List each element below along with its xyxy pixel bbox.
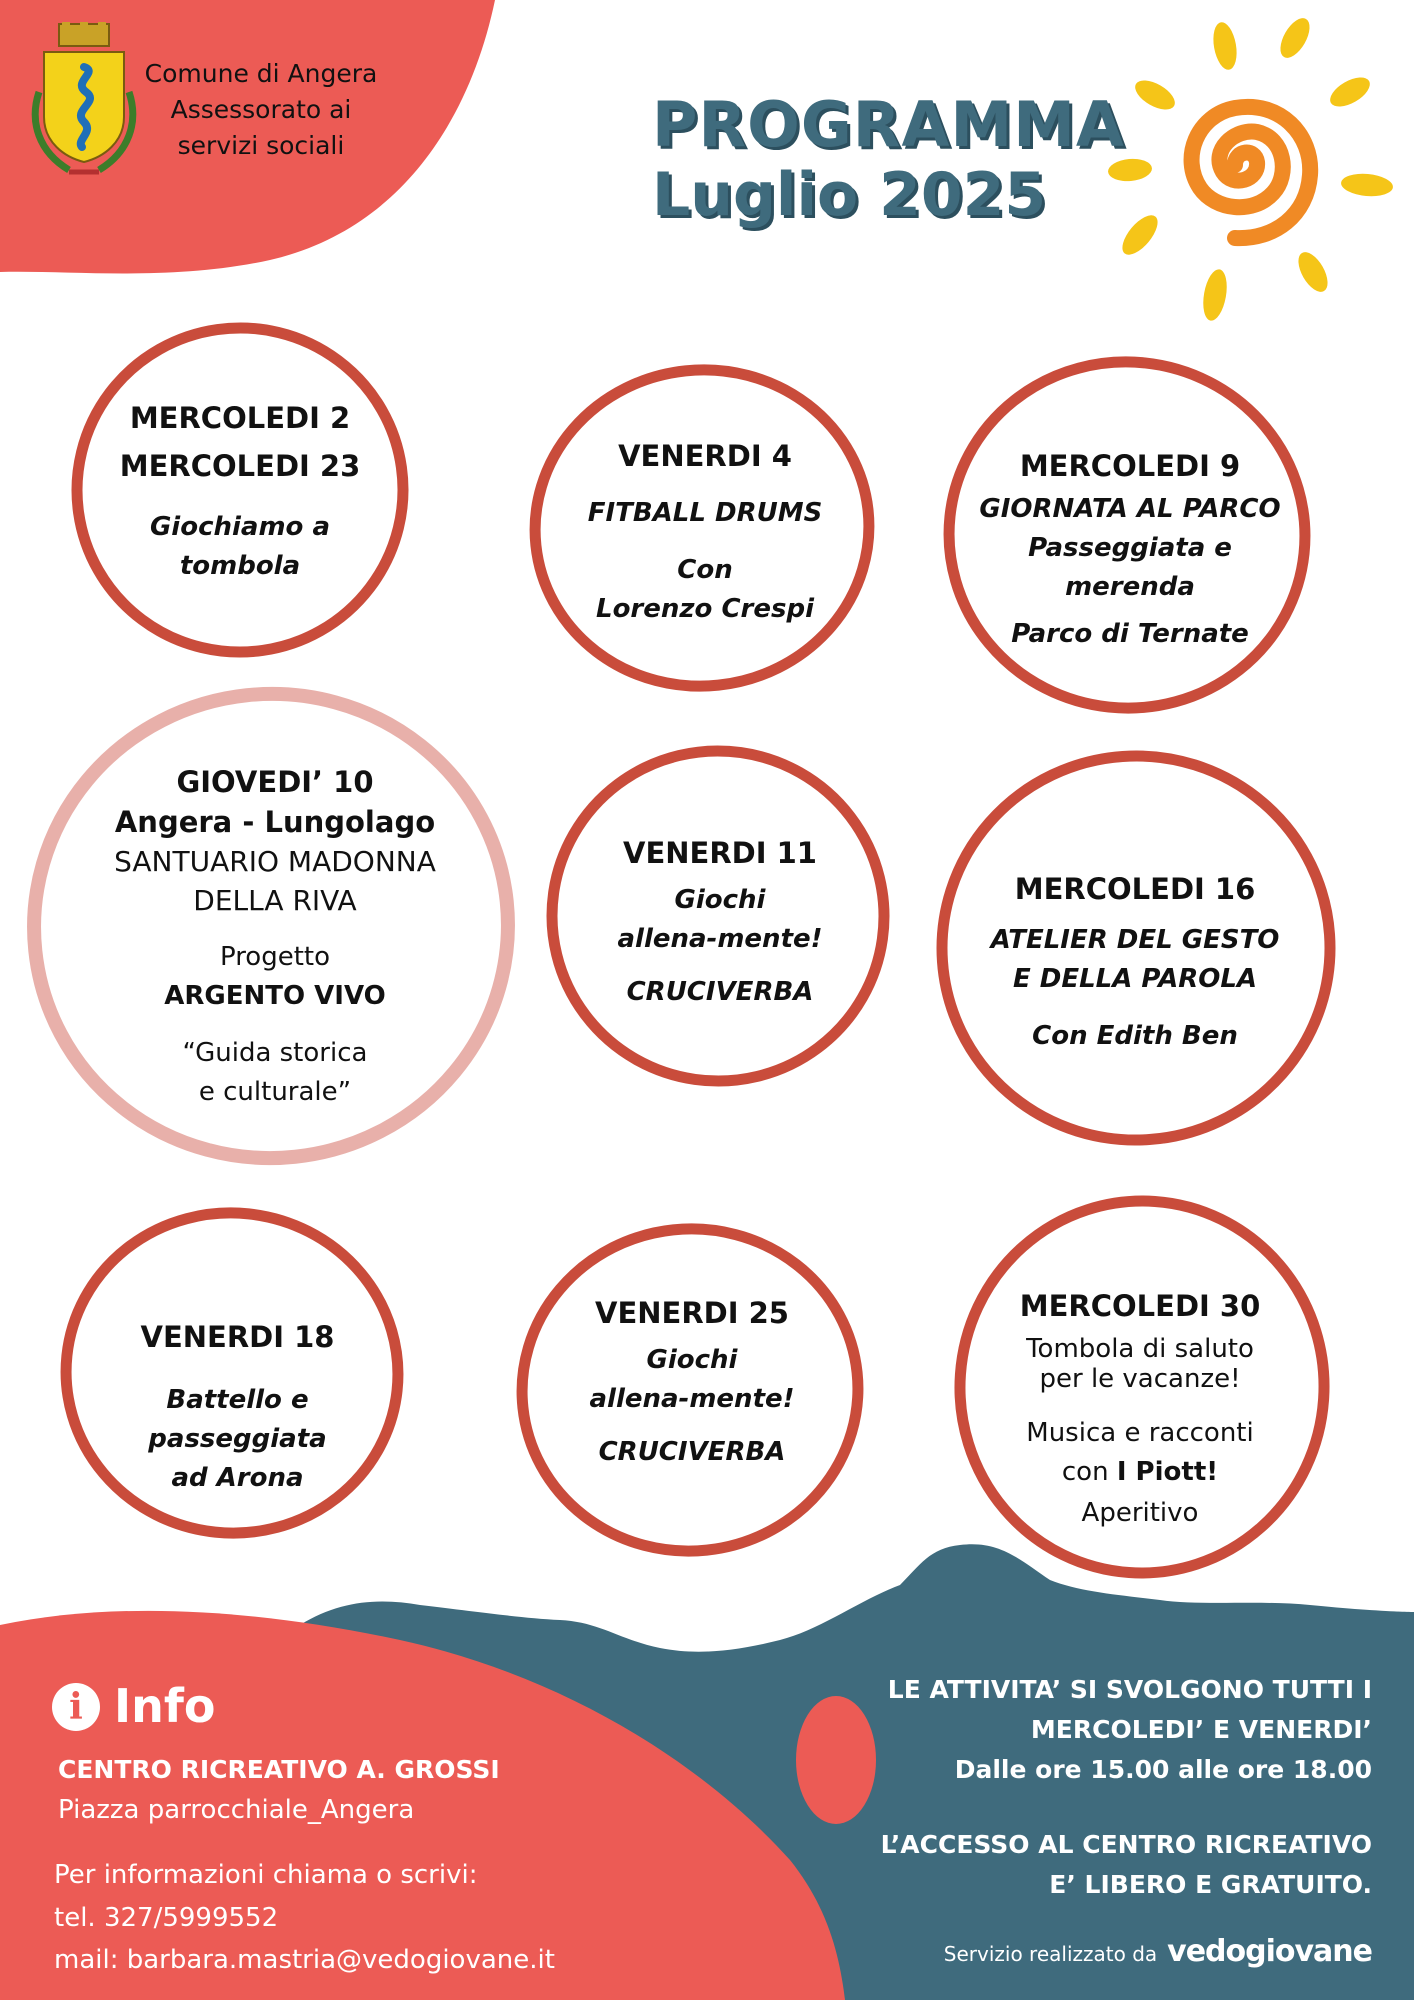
event-desc: allena-mente! [617, 923, 823, 954]
event-day: MERCOLEDI 23 [119, 449, 361, 483]
event-venerdi-25 [552, 1280, 832, 1480]
event-giovedi-10 [75, 752, 475, 1122]
event-desc: Con [677, 554, 733, 585]
event-day: MERCOLEDI 16 [1014, 871, 1256, 906]
org-line-2: Assessorato ai [170, 95, 352, 124]
event-desc: ad Arona [171, 1462, 304, 1493]
venue-name: CENTRO RICREATIVO A. GROSSI [58, 1755, 500, 1784]
event-desc: CRUCIVERBA [626, 976, 814, 1007]
contact-intro: Per informazioni chiama o scrivi: [54, 1860, 478, 1890]
event-desc: Giochi [646, 1344, 738, 1375]
notice-line: LE ATTIVITA’ SI SVOLGONO TUTTI I [887, 1675, 1372, 1704]
event-day: MERCOLEDI 2 [129, 401, 351, 435]
event-desc: CRUCIVERBA [598, 1436, 786, 1467]
venue-address: Piazza parrocchiale_Angera [58, 1795, 415, 1825]
event-project: ARGENTO VIVO [164, 981, 386, 1011]
event-desc: FITBALL DRUMS [587, 497, 823, 528]
event-day: MERCOLEDI 30 [1019, 1288, 1261, 1323]
event-venerdi-18 [100, 1305, 375, 1505]
event-desc: Aperitivo [1081, 1497, 1199, 1528]
event-desc: e culturale” [198, 1077, 352, 1107]
event-venerdi-4 [560, 410, 850, 650]
event-desc: Parco di Ternate [1011, 618, 1249, 649]
event-band: I Piott! [1116, 1456, 1219, 1487]
event-day: MERCOLEDI 9 [1019, 448, 1241, 483]
event-desc: Passeggiata e [1028, 532, 1232, 563]
event-day: GIOVEDI’ 10 [176, 765, 374, 799]
schedule-notice [812, 1670, 1372, 1790]
access-notice [812, 1825, 1372, 1905]
event-mercoledi-2-23 [100, 370, 380, 610]
org-line-3: servizi sociali [177, 131, 345, 160]
notice-line: L’ACCESSO AL CENTRO RICREATIVO [880, 1830, 1372, 1859]
event-desc: Lorenzo Crespi [596, 593, 814, 624]
event-desc: Tombola di saluto [1026, 1333, 1254, 1364]
event-desc: Giochiamo a [149, 512, 331, 542]
vedogiovane-logo: vedogiovane [1167, 1934, 1372, 1969]
event-desc: Giochi [674, 884, 766, 915]
event-desc: SANTUARIO MADONNA [114, 845, 436, 878]
event-desc: Con Edith Ben [1032, 1020, 1238, 1051]
title-month: Luglio 2025 [652, 160, 1047, 230]
event-mercoledi-9 [965, 435, 1295, 660]
event-desc: Progetto [219, 942, 331, 972]
event-desc: tombola [179, 551, 301, 581]
event-place: Angera - Lungolago [114, 805, 436, 839]
contact-email: mail: barbara.mastria@vedogiovane.it [54, 1945, 555, 1975]
contact-phone: tel. 327/5999552 [54, 1903, 279, 1933]
event-mercoledi-30 [985, 1262, 1295, 1552]
event-desc: merenda [1065, 571, 1195, 602]
title-programma: PROGRAMMA [652, 88, 1125, 161]
notice-line: E’ LIBERO E GRATUITO. [1049, 1870, 1372, 1899]
info-title: Info [114, 1679, 216, 1733]
event-day: VENERDI 18 [140, 1319, 335, 1354]
event-day: VENERDI 25 [595, 1295, 789, 1330]
credit-text: Servizio realizzato da [943, 1942, 1158, 1966]
event-desc: E DELLA PAROLA [1012, 963, 1258, 994]
event-desc: ATELIER DEL GESTO [990, 924, 1280, 955]
event-desc: Battello e [166, 1384, 309, 1415]
notice-line: MERCOLEDI’ E VENERDI’ [1030, 1715, 1372, 1744]
event-desc-group [1062, 1453, 1218, 1492]
info-icon: i [52, 1683, 100, 1731]
event-desc: GIORNATA AL PARCO [979, 493, 1281, 524]
event-desc: allena-mente! [589, 1383, 795, 1414]
event-desc: con [1061, 1456, 1117, 1487]
credit [944, 1934, 1372, 1969]
event-desc: DELLA RIVA [193, 884, 357, 917]
event-desc: “Guida storica [182, 1038, 368, 1068]
event-desc: passeggiata [148, 1423, 327, 1454]
event-venerdi-11 [580, 820, 860, 1020]
event-desc: Musica e racconti [1026, 1417, 1254, 1448]
event-mercoledi-16 [975, 860, 1295, 1060]
event-day: VENERDI 4 [618, 438, 792, 473]
notice-line: Dalle ore 15.00 alle ore 18.00 [954, 1755, 1372, 1784]
org-line-1: Comune di Angera [144, 59, 378, 88]
event-day: VENERDI 11 [623, 835, 817, 870]
event-desc: per le vacanze! [1039, 1363, 1241, 1394]
